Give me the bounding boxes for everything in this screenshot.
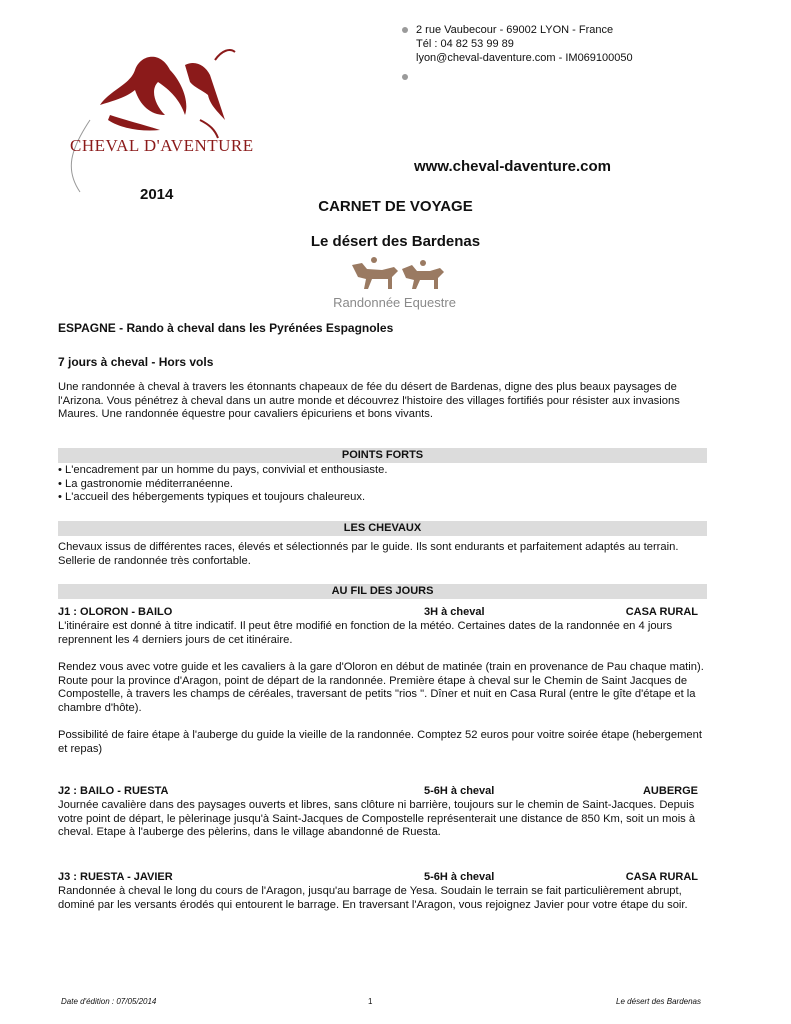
- day-paragraph: Randonnée à cheval le long du cours de l'Aragon, jusqu'au barrage de Yesa. Soudain le terrain se fait particulièrement abrupt, dominé par les versants érodés qui entourent le barrage. En traversant l'Aragon, vous rejoignez Javier pour votre étape du soir.: [58, 885, 688, 911]
- day-duration: 5-6H à cheval: [424, 785, 495, 797]
- phone-line: Tél : 04 82 53 99 89: [416, 38, 514, 50]
- day-header: [58, 871, 698, 885]
- website-link[interactable]: www.cheval-daventure.com: [414, 158, 612, 175]
- edition-date: Date d'édition : 07/05/2014: [61, 997, 157, 1006]
- list-item: • L'accueil des hébergements typiques et toujours chaleureux.: [58, 491, 366, 504]
- day-lodging: AUBERGE: [642, 785, 698, 797]
- day-duration: 3H à cheval: [424, 606, 485, 618]
- day-label: J2 : BAILO - RUESTA: [58, 785, 169, 797]
- year-label: 2014: [140, 186, 174, 203]
- address-block: [416, 23, 633, 65]
- day-label: J1 : OLORON - BAILO: [58, 606, 173, 618]
- address-bullet-icon: [402, 27, 408, 33]
- day-lodging: CASA RURAL: [625, 871, 698, 883]
- address-line: 2 rue Vaubecour - 69002 LYON - France: [416, 24, 614, 36]
- day-duration: 5-6H à cheval: [424, 871, 495, 883]
- day-header: [58, 606, 698, 620]
- horse-logo-icon: [50, 20, 280, 195]
- email-line: lyon@cheval-daventure.com - IM069100050: [416, 52, 633, 64]
- trip-title: Le désert des Bardenas: [310, 233, 481, 250]
- day-header: [58, 785, 698, 799]
- trip-duration: 7 jours à cheval - Hors vols: [58, 355, 214, 369]
- list-item: • La gastronomie méditerranéenne.: [58, 477, 233, 490]
- section-chevaux: LES CHEVAUX: [58, 521, 707, 536]
- day-paragraph: L'itinéraire est donné à titre indicatif. Il peut être modifié en fonction de la météo. Certaines dates de la randonnée en 4 jours reprennent les 4 derniers jours de cet itinéraire.: [58, 620, 673, 646]
- section-points-forts: POINTS FORTS: [58, 448, 707, 463]
- day-label: J3 : RUESTA - JAVIER: [58, 871, 173, 883]
- list-item: • L'encadrement par un homme du pays, convivial et enthousiaste.: [58, 464, 388, 476]
- chevaux-text: Chevaux issus de différentes races, élevés et sélectionnés par le guide. Ils sont endurants et parfaitement adaptés au terrain. Sellerie de randonnée très confortable.: [58, 541, 679, 567]
- logo-text: CHEVAL D'AVENTURE: [70, 136, 254, 155]
- trip-subtitle: ESPAGNE - Rando à cheval dans les Pyrénées Espagnoles: [58, 321, 394, 335]
- day-paragraph: Journée cavalière dans des paysages ouverts et libres, sans clôture ni barrière, toujours sur le chemin de Saint-Jacques. Depuis votre point de départ, le pèlerinage jusqu'à Saint-Jacques de Compostelle représenterait une distance de 850 Km, soit un mois à cheval. Etape à l'auberge des pèlerins, dans le village abandonné de Ruesta.: [58, 799, 696, 839]
- riders-icon: [322, 255, 467, 295]
- section-au-fil-des-jours: AU FIL DES JOURS: [58, 584, 707, 599]
- day-lodging: CASA RURAL: [625, 606, 698, 618]
- company-logo: [50, 20, 280, 195]
- footer-doc-name: Le désert des Bardenas: [616, 997, 701, 1006]
- intro-paragraph: Une randonnée à cheval à travers les étonnants chapeaux de fée du désert de Bardenas, digne des plus beaux paysages de l'Arizona. Vous pénétrez à cheval dans un autre monde et découvrez l'histoire des villages fortifiés pour résister aux invasions Maures. Une randonnée équestre pour cavaliers épicuriens et bons vivants.: [58, 381, 680, 421]
- day-paragraph: Possibilité de faire étape à l'auberge du guide la vieille de la randonnée. Comptez 52 euros pour voitre soirée étape (hebergement et repas): [58, 729, 702, 755]
- badge-text: Randonnée Equestre: [333, 295, 456, 310]
- empty-bullet-icon: [402, 74, 408, 80]
- day-paragraph: Rendez vous avec votre guide et les cavaliers à la gare d'Oloron en début de matinée (train en provenance de Pau chaque matin). Route pour la province d'Aragon, point de départ de la randonnée. Première étape à cheval sur le Chemin de Saint Jacques de Compostelle, à travers les champs de céréales, traversant de petits "rios ". Dîner et nuit en Casa Rural (entre le gîte d'étape et la chambre d'hôte).: [58, 661, 704, 714]
- randonnee-badge: [322, 255, 467, 317]
- page-number: 1: [368, 997, 373, 1006]
- points-forts-list: [58, 464, 708, 505]
- document-title: CARNET DE VOYAGE: [318, 198, 473, 215]
